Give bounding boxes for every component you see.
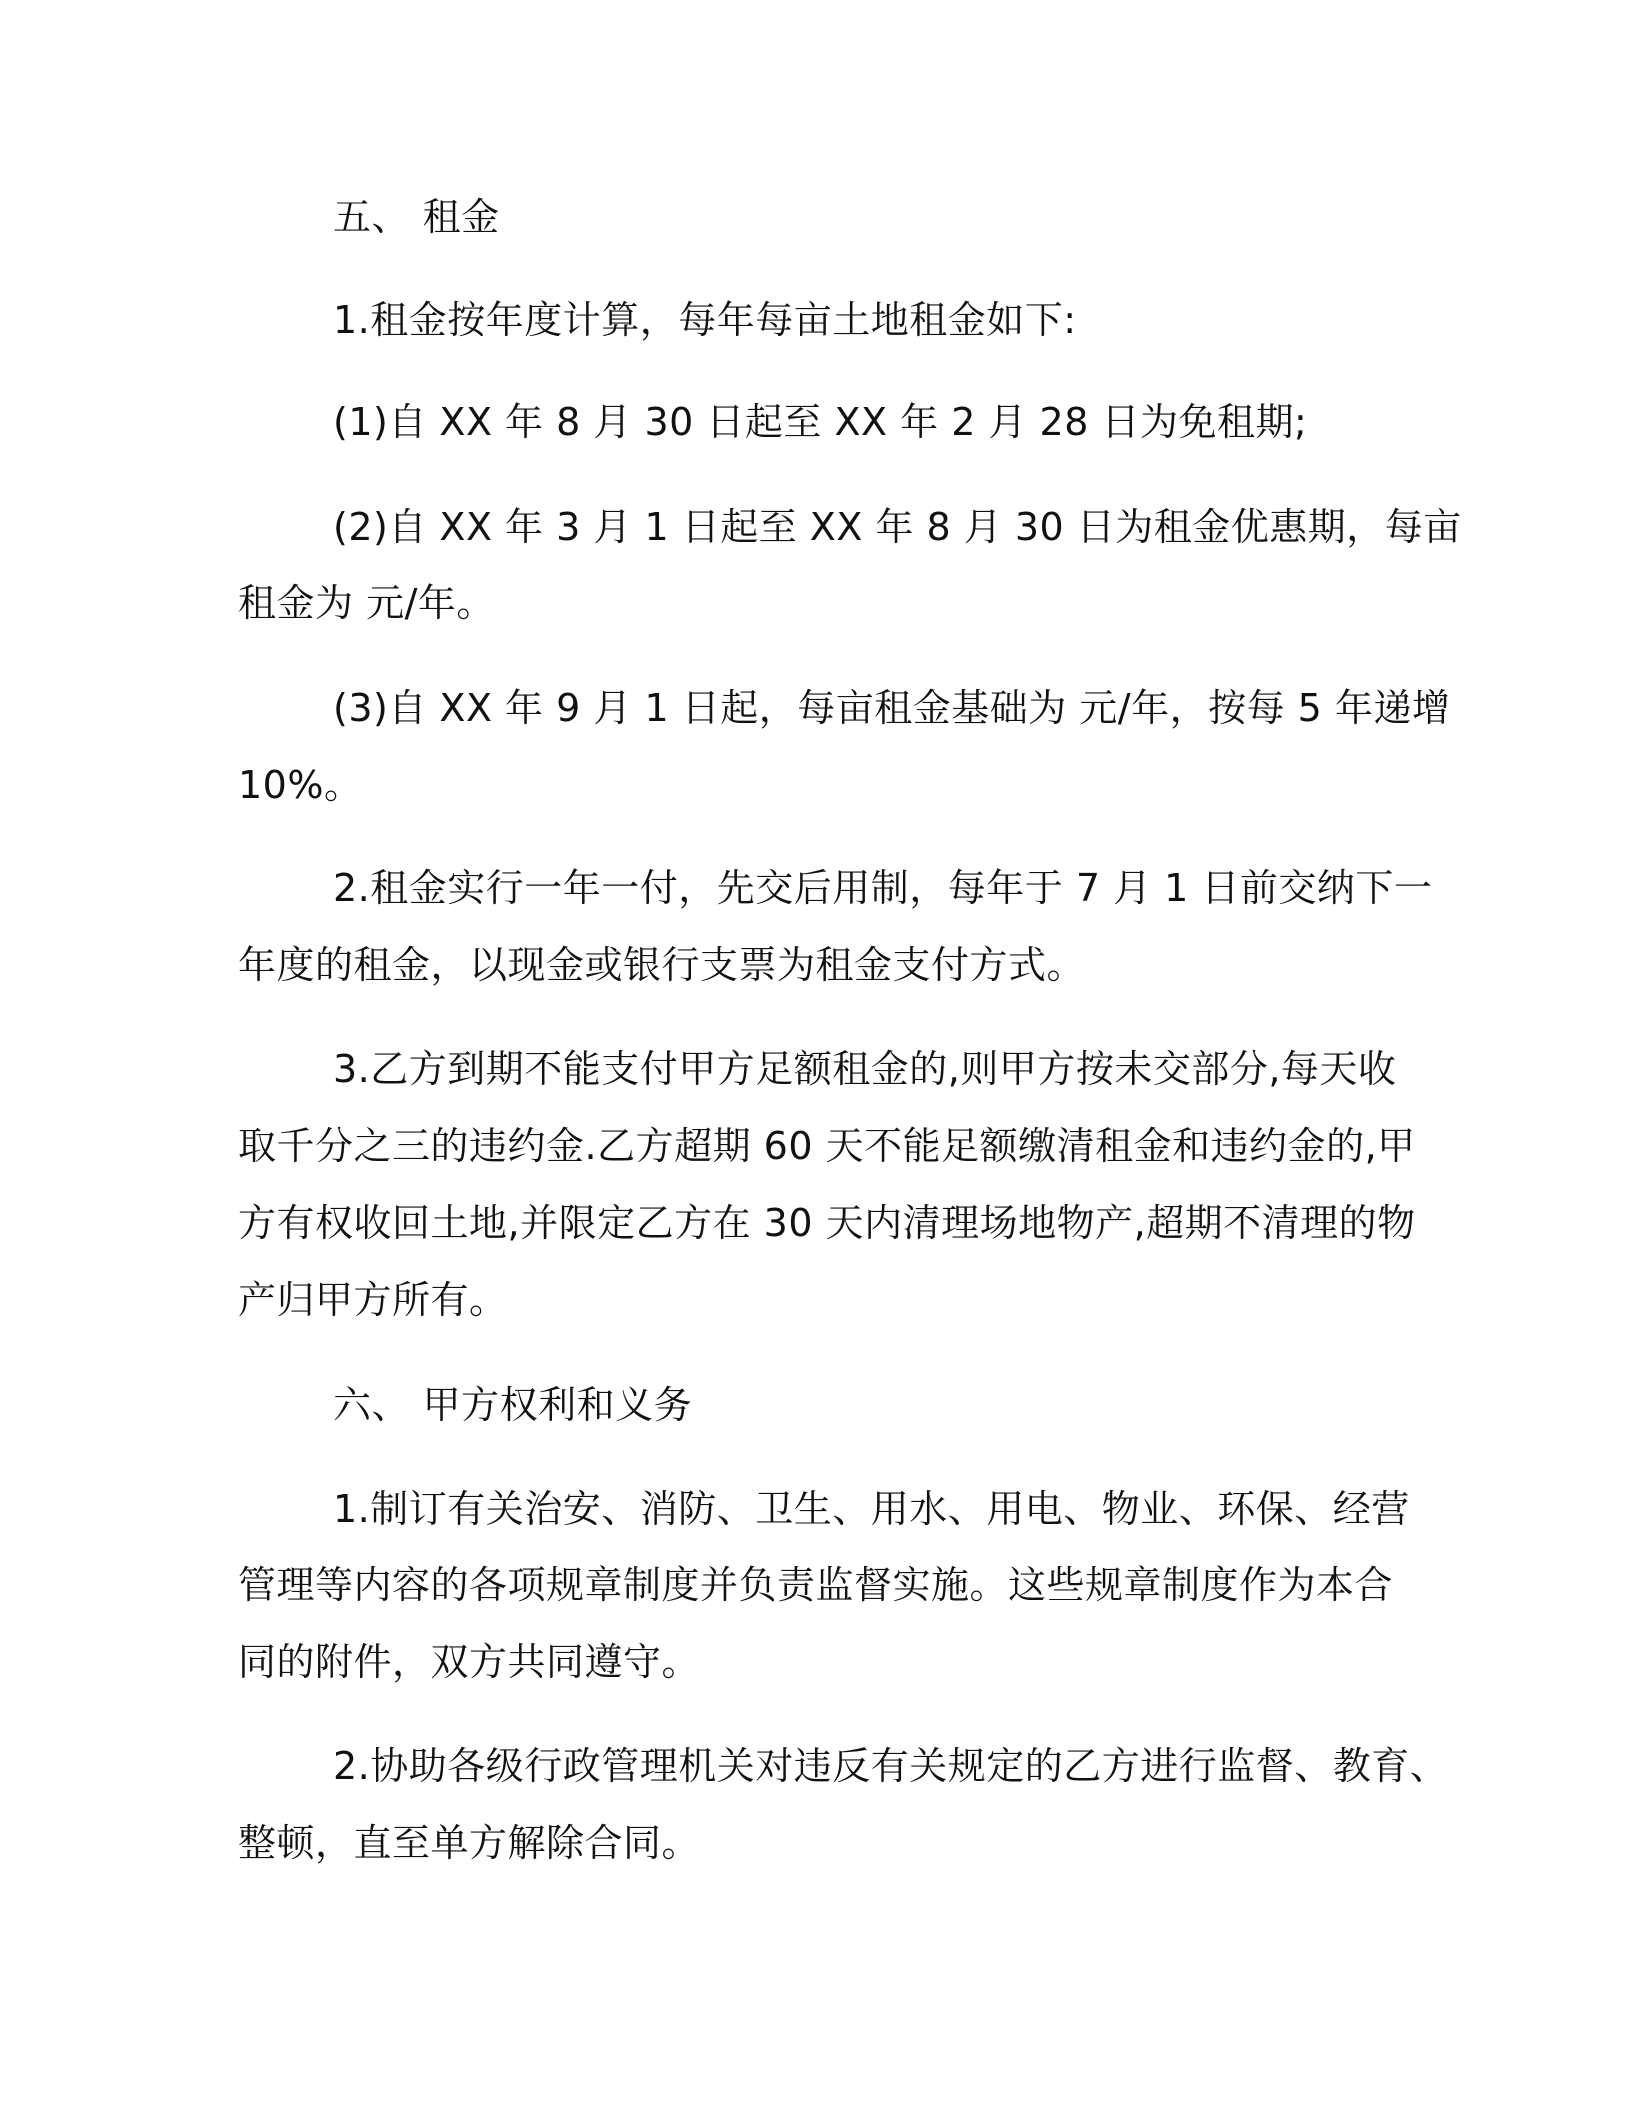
- party-a-item-2-line-2: 整顿，直至单方解除合同。: [238, 1821, 701, 1865]
- rent-subitem-3-line-2: 10%。: [238, 763, 363, 807]
- rent-item-3-line-2: 取千分之三的违约金.乙方超期 60 天不能足额缴清租金和违约金的,甲: [238, 1124, 1416, 1168]
- rent-subitem-1: (1)自 XX 年 8 月 30 日起至 XX 年 2 月 28 日为免租期;: [333, 400, 1308, 444]
- rent-item-2-line-1: 2.租金实行一年一付，先交后用制，每年于 7 月 1 日前交纳下一: [333, 866, 1433, 910]
- section-heading-party-a: 六、 甲方权利和义务: [333, 1383, 693, 1427]
- rent-item-2-line-2: 年度的租金，以现金或银行支票为租金支付方式。: [238, 943, 1086, 987]
- rent-item-3-line-1: 3.乙方到期不能支付甲方足额租金的,则甲方按未交部分,每天收: [333, 1047, 1397, 1091]
- party-a-item-1-line-3: 同的附件，双方共同遵守。: [238, 1640, 701, 1684]
- rent-item-1: 1.租金按年度计算，每年每亩土地租金如下:: [333, 298, 1077, 342]
- rent-item-3-line-4: 产归甲方所有。: [238, 1278, 508, 1322]
- rent-subitem-2-line-1: (2)自 XX 年 3 月 1 日起至 XX 年 8 月 30 日为租金优惠期，每亩: [333, 505, 1462, 549]
- rent-subitem-2-line-2: 租金为 元/年。: [238, 581, 495, 625]
- rent-subitem-3-line-1: (3)自 XX 年 9 月 1 日起，每亩租金基础为 元/年，按每 5 年递增: [333, 686, 1451, 730]
- party-a-item-1-line-1: 1.制订有关治安、消防、卫生、用水、用电、物业、环保、经营: [333, 1487, 1410, 1531]
- rent-item-3-line-3: 方有权收回土地,并限定乙方在 30 天内清理场地物产,超期不清理的物: [238, 1201, 1416, 1245]
- section-heading-rent: 五、 租金: [333, 195, 500, 239]
- party-a-item-2-line-1: 2.协助各级行政管理机关对违反有关规定的乙方进行监督、教育、: [333, 1744, 1449, 1788]
- party-a-item-1-line-2: 管理等内容的各项规章制度并负责监督实施。这些规章制度作为本合: [238, 1563, 1394, 1607]
